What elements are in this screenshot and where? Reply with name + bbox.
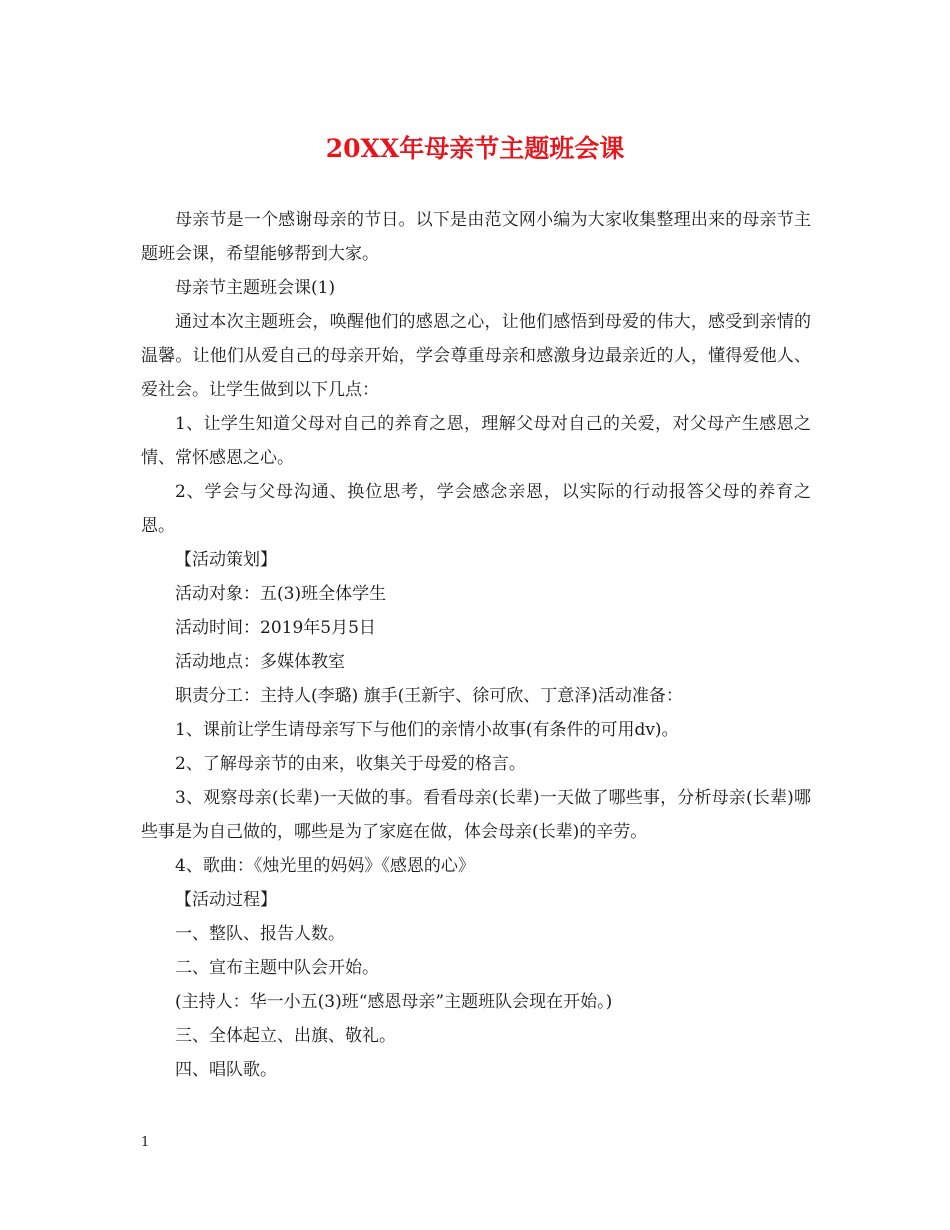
paragraph-roles: 职责分工：主持人(李璐) 旗手(王新宇、徐可欣、丁意泽)活动准备：: [175, 686, 683, 706]
paragraph-prep-3: 3、观察母亲(长辈)一天做的事。看看母亲(长辈)一天做了哪些事，分析母亲(长辈)哪些事是为自己做的，哪些是为了家庭在做，体会母亲(长辈)的辛劳。: [141, 788, 811, 842]
paragraph-goal-1: 1、让学生知道父母对自己的养育之恩，理解父母对自己的关爱，对父母产生感恩之情、常怀感恩之心。: [141, 414, 811, 468]
paragraph-host-line: (主持人：华一小五(3)班“感恩母亲”主题班队会现在开始。): [175, 992, 613, 1012]
paragraph-prep-2: 2、了解母亲节的由来，收集关于母爱的格言。: [175, 754, 526, 774]
paragraph-purpose: 通过本次主题班会，唤醒他们的感恩之心，让他们感悟到母爱的伟大，感受到亲情的温馨。让他们从爱自己的母亲开始，学会尊重母亲和感激身边最亲近的人，懂得爱他人、爱社会。让学生做到以下几点：: [141, 312, 811, 400]
paragraph-prep-4: 4、歌曲：《烛光里的妈妈》《感恩的心》: [175, 856, 475, 876]
paragraph-step-2: 二、宣布主题中队会开始。: [175, 958, 379, 978]
paragraph-step-1: 一、整队、报告人数。: [175, 924, 345, 944]
page-title: 20XX年母亲节主题班会课: [325, 134, 625, 163]
document-body: [141, 203, 811, 1087]
paragraph-goal-2: 2、学会与父母沟通、换位思考，学会感念亲恩，以实际的行动报答父母的养育之恩。: [141, 482, 811, 536]
paragraph-activity-time: 活动时间：2019年5月5日: [175, 618, 376, 638]
paragraph-prep-1: 1、课前让学生请母亲写下与他们的亲情小故事(有条件的可用dv)。: [175, 720, 679, 740]
page-number: 1: [141, 1135, 150, 1150]
paragraph-intro: 母亲节是一个感谢母亲的节日。以下是由范文网小编为大家收集整理出来的母亲节主题班会课，希望能够帮到大家。: [141, 210, 811, 264]
paragraph-section-heading: 母亲节主题班会课(1): [175, 278, 336, 298]
paragraph-step-4: 四、唱队歌。: [175, 1060, 277, 1080]
paragraph-step-3: 三、全体起立、出旗、敬礼。: [175, 1026, 396, 1046]
paragraph-activity-target: 活动对象：五(3)班全体学生: [175, 584, 387, 604]
paragraph-activity-location: 活动地点：多媒体教室: [175, 652, 345, 672]
paragraph-planning-heading: 【活动策划】: [175, 550, 277, 570]
paragraph-process-heading: 【活动过程】: [175, 890, 277, 910]
